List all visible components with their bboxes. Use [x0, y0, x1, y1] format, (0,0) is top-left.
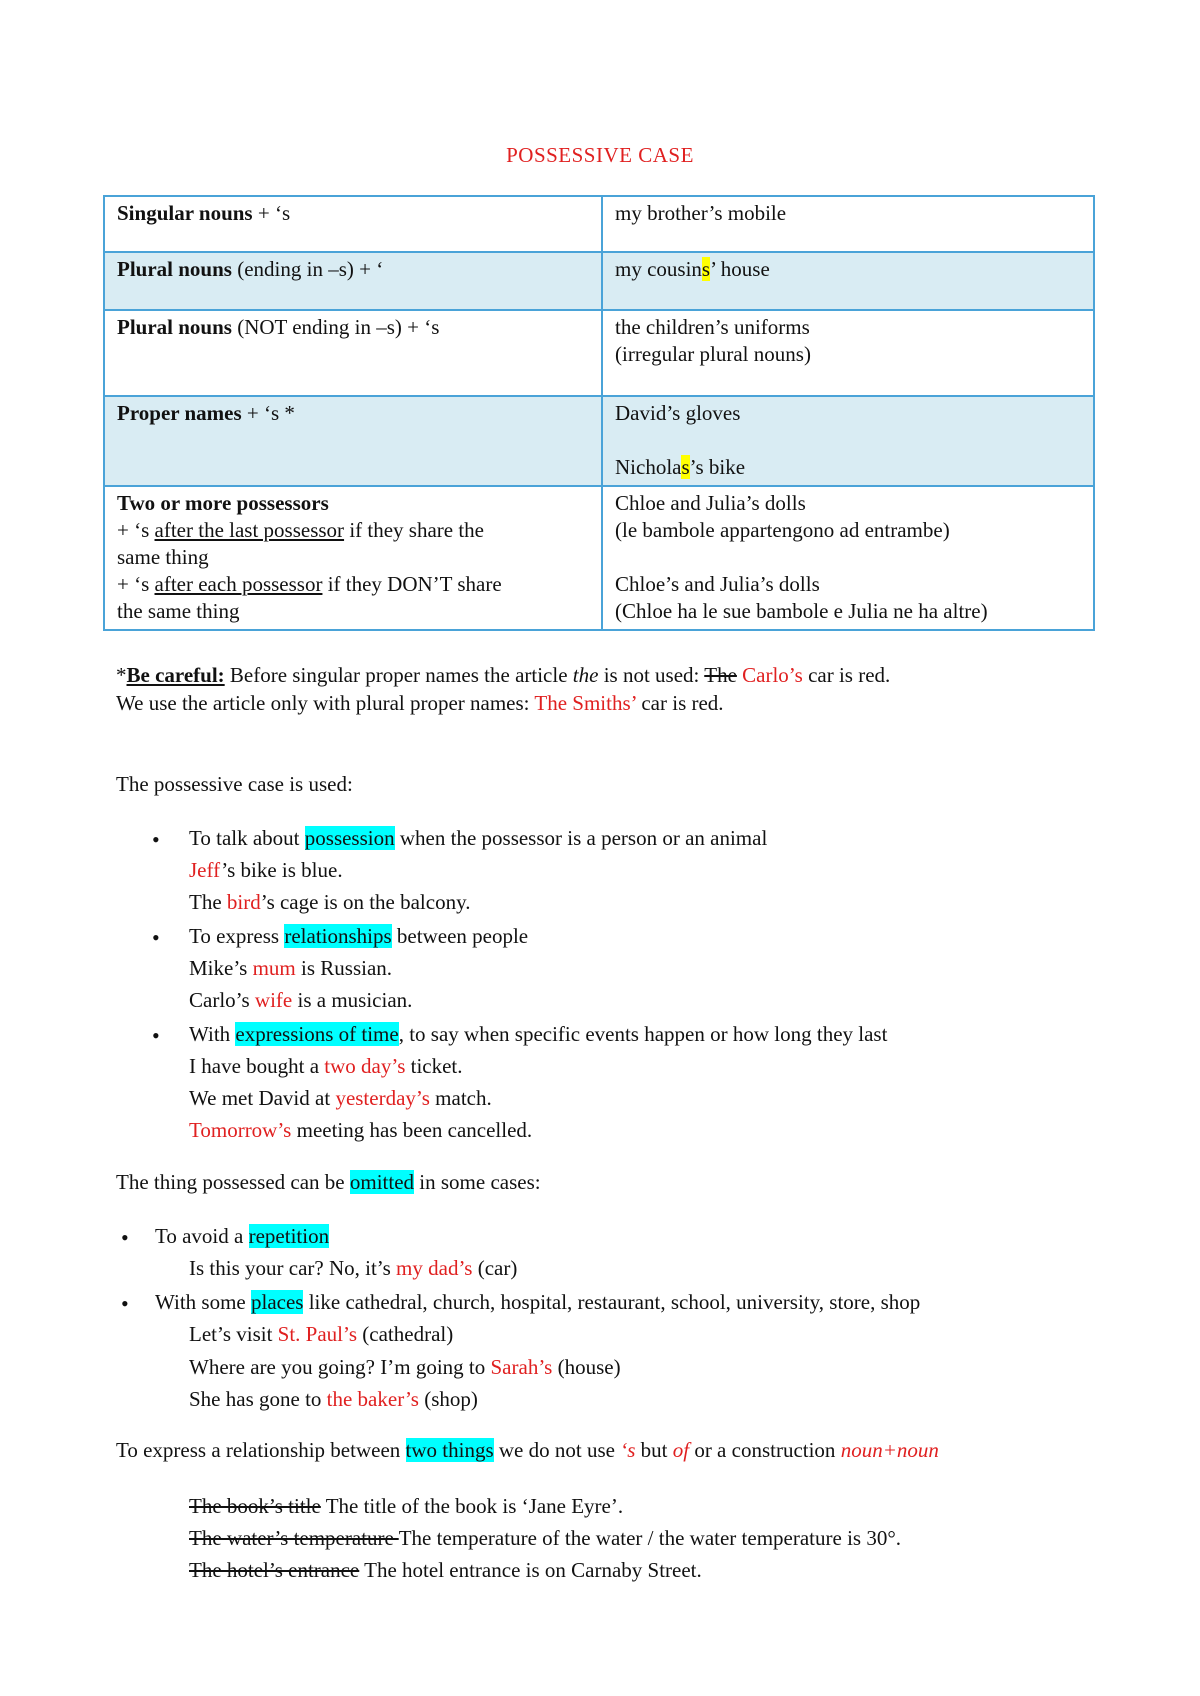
highlight-term: places [250, 1290, 304, 1314]
rule-cell [104, 196, 602, 252]
example-note: (irregular plural nouns) [615, 342, 811, 366]
rule-name: Proper names [117, 401, 242, 425]
table-row [104, 396, 1094, 486]
rule-name: Singular nouns [117, 201, 253, 225]
example-cell [602, 396, 1094, 486]
note-text: car is red. [802, 663, 891, 687]
item-text: To express a relationship between [116, 1438, 406, 1462]
example-sentence [189, 1256, 517, 1281]
item-text: is Russian. [295, 956, 393, 980]
red-example: Sarah’s [490, 1355, 553, 1379]
example-sentence [189, 1322, 453, 1347]
usage-item [189, 1022, 887, 1047]
red-example: St. Paul’s [277, 1322, 358, 1346]
item-text: To avoid a [155, 1224, 249, 1248]
red-example: the baker’s [326, 1387, 419, 1411]
rule-cell [104, 252, 602, 310]
example-cell [602, 252, 1094, 310]
note-text: Before singular proper names the article [224, 663, 573, 687]
example-text: Chloe’s and Julia’s dolls [615, 572, 820, 596]
item-text: With some [155, 1290, 251, 1314]
item-text: meeting has been cancelled. [291, 1118, 533, 1142]
highlight-letter: s [701, 257, 711, 281]
bullet-icon: • [152, 827, 160, 852]
asterisk: * [116, 663, 127, 687]
example-note: (le bambole appartengono ad entrambe) [615, 518, 950, 542]
item-text: when the possessor is a person or an animal [394, 826, 768, 850]
omit-item [155, 1290, 920, 1315]
rule-line [117, 571, 589, 598]
rule-part: + ‘s [117, 518, 155, 542]
rules-table [103, 195, 1095, 631]
example-note: (Chloe ha le sue bambole e Julia ne ha altre) [615, 599, 988, 623]
red-example: Jeff [189, 858, 222, 882]
highlight-term: possession [304, 826, 395, 850]
example-sentence [189, 1387, 478, 1412]
item-text: The temperature of the water / the water temperature is 30°. [398, 1526, 901, 1550]
item-text: ticket. [405, 1054, 463, 1078]
example-cell [602, 486, 1094, 630]
red-example: The Smiths’ [534, 691, 637, 715]
example-text: Chloe and Julia’s dolls [615, 491, 806, 515]
item-text: Where are you going? I’m going to [189, 1355, 491, 1379]
careful-note [116, 663, 890, 688]
red-example: my dad’s [396, 1256, 473, 1280]
rule-name: Plural nouns [117, 257, 232, 281]
item-text: With [189, 1022, 236, 1046]
rule-underlined: after each possessor [154, 572, 323, 596]
example-sentence [189, 858, 343, 883]
item-text: We met David at [189, 1086, 336, 1110]
note-italic: the [572, 663, 599, 687]
example-sentence [189, 1086, 492, 1111]
rule-suffix: + ‘s * [241, 401, 295, 425]
example-sentence [189, 988, 412, 1013]
bullet-icon: • [152, 925, 160, 950]
example-part: Nichola [615, 455, 682, 479]
item-text: To talk about [189, 826, 305, 850]
omit-intro [116, 1170, 541, 1195]
note-text: car is red. [636, 691, 724, 715]
rule-cell [104, 396, 602, 486]
example-sentence [189, 1558, 702, 1583]
red-italic: ‘s [620, 1438, 636, 1462]
usage-item [189, 924, 528, 949]
bullet-icon: • [121, 1225, 129, 1250]
highlight-letter: s [681, 455, 690, 479]
red-example: Carlo’s [742, 663, 803, 687]
item-text: like cathedral, church, hospital, restaurant, school, university, store, shop [303, 1290, 921, 1314]
note-text: We use the article only with plural proper names: [116, 691, 535, 715]
item-text: The [189, 890, 227, 914]
rule-suffix: + ‘s [252, 201, 291, 225]
rule-part: if they DON’T share [322, 572, 502, 596]
item-text: or a construction [689, 1438, 841, 1462]
example-sentence [189, 1355, 621, 1380]
table-row [104, 252, 1094, 310]
red-example: bird [226, 890, 261, 914]
example-part: ’s bike [689, 455, 746, 479]
rule-name [117, 490, 589, 517]
table-row [104, 196, 1094, 252]
item-text: To express [189, 924, 285, 948]
example-text [615, 454, 1081, 481]
rule-cell [104, 310, 602, 396]
rule-line: the same thing [117, 599, 240, 623]
example-text: David’s gloves [615, 401, 741, 425]
item-text: match. [429, 1086, 492, 1110]
careful-note-line2 [116, 691, 724, 716]
item-text: Carlo’s [189, 988, 255, 1012]
example-sentence [189, 1494, 623, 1519]
example-text: my brother’s mobile [615, 201, 787, 225]
red-example: mum [252, 956, 296, 980]
example-sentence [189, 890, 470, 915]
item-text: (shop) [418, 1387, 478, 1411]
red-example: yesterday’s [335, 1086, 430, 1110]
highlight-term: two things [405, 1438, 494, 1462]
item-text: The title of the book is ‘Jane Eyre’. [320, 1494, 624, 1518]
item-text: Let’s visit [189, 1322, 278, 1346]
highlight-term: omitted [349, 1170, 415, 1194]
red-italic: noun+noun [840, 1438, 939, 1462]
item-text: She has gone to [189, 1387, 327, 1411]
item-text: in some cases: [414, 1170, 541, 1194]
highlight-term: relationships [284, 924, 392, 948]
usage-intro: The possessive case is used: [116, 772, 353, 796]
table-row [104, 486, 1094, 630]
rule-name: Plural nouns [117, 315, 232, 339]
table-row [104, 310, 1094, 396]
example-sentence [189, 956, 392, 981]
rule-part: if they share the [344, 518, 485, 542]
struck-example: The water’s temperature [189, 1526, 399, 1550]
item-text: ’s cage is on the balcony. [260, 890, 471, 914]
example-cell [602, 310, 1094, 396]
item-text: (car) [472, 1256, 518, 1280]
struck-article: The [704, 663, 737, 687]
item-text: but [635, 1438, 673, 1462]
bullet-icon: • [152, 1023, 160, 1048]
things-intro [116, 1438, 939, 1463]
red-example: Tomorrow’s [189, 1118, 292, 1142]
rule-suffix: (NOT ending in –s) + ‘s [231, 315, 440, 339]
usage-item [189, 826, 767, 851]
red-italic: of [672, 1438, 690, 1462]
item-text: (house) [552, 1355, 621, 1379]
rule-cell [104, 486, 602, 630]
rule-part: + ‘s [117, 572, 155, 596]
item-text: The thing possessed can be [116, 1170, 350, 1194]
example-text: my cousin [615, 257, 702, 281]
example-cell [602, 196, 1094, 252]
red-example: two day’s [324, 1054, 406, 1078]
item-text: is a musician. [292, 988, 413, 1012]
item-text: we do not use [493, 1438, 621, 1462]
highlight-term: expressions of time [235, 1022, 399, 1046]
bullet-icon: • [121, 1291, 129, 1316]
item-text: (cathedral) [357, 1322, 454, 1346]
rule-line: same thing [117, 545, 209, 569]
item-text: Mike’s [189, 956, 253, 980]
rule-line [117, 517, 589, 544]
highlight-term: repetition [248, 1224, 330, 1248]
red-example: wife [254, 988, 293, 1012]
item-text: Is this your car? No, it’s [189, 1256, 397, 1280]
example-sentence [189, 1118, 532, 1143]
rule-underlined: after the last possessor [154, 518, 345, 542]
page-title: POSSESSIVE CASE [506, 143, 694, 167]
item-text: I have bought a [189, 1054, 325, 1078]
item-text: The hotel entrance is on Carnaby Street. [359, 1558, 702, 1582]
omit-item [155, 1224, 329, 1249]
item-text: , to say when specific events happen or how long they last [398, 1022, 888, 1046]
item-text: between people [391, 924, 529, 948]
example-sentence [189, 1526, 901, 1551]
item-text: ’s bike is blue. [221, 858, 343, 882]
rule-name-text: Two or more possessors [117, 491, 329, 515]
example-text: the children’s uniforms [615, 315, 810, 339]
note-text: is not used: [598, 663, 705, 687]
example-sentence [189, 1054, 463, 1079]
careful-label: Be careful: [126, 663, 225, 687]
struck-example: The hotel’s entrance [189, 1558, 360, 1582]
rule-suffix: (ending in –s) + ‘ [231, 257, 384, 281]
struck-example: The book’s title [189, 1494, 321, 1518]
example-text: ’ house [710, 257, 770, 281]
